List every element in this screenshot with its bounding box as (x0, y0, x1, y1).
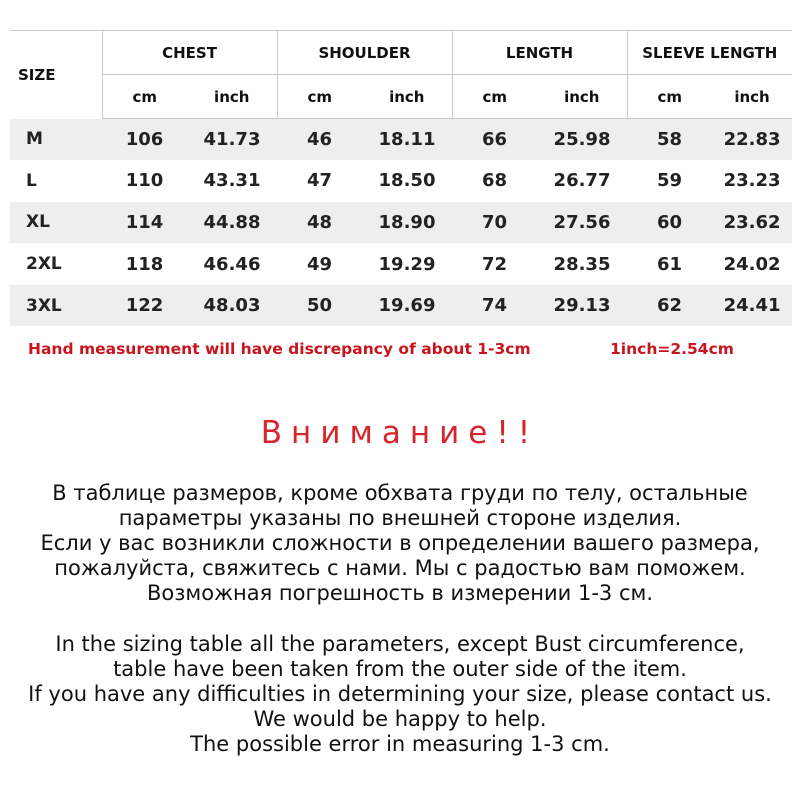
shoulder-inch-header: inch (362, 75, 452, 119)
sleeve-inch-cell: 24.02 (712, 243, 792, 285)
russian-line: Возможная погрешность в измерении 1-3 см. (146, 581, 654, 605)
sleeve-inch-cell: 22.83 (712, 119, 792, 161)
length-cm-cell: 68 (452, 160, 537, 202)
length-cm-header: cm (452, 75, 537, 119)
length-inch-cell: 29.13 (537, 285, 627, 327)
chest-cm-cell: 122 (102, 285, 187, 327)
sleeve-inch-cell: 24.41 (712, 285, 792, 327)
shoulder-cm-cell: 48 (277, 202, 362, 244)
length-inch-cell: 27.56 (537, 202, 627, 244)
chest-cm-cell: 118 (102, 243, 187, 285)
russian-line: параметры указаны по внешней стороне изделия. (118, 506, 682, 530)
shoulder-header: SHOULDER (277, 31, 452, 75)
chest-cm-cell: 114 (102, 202, 187, 244)
discrepancy-note: Hand measurement will have discrepancy of about 1-3cm (28, 340, 531, 358)
size-chart-table (10, 30, 792, 326)
russian-line: В таблице размеров, кроме обхвата груди по телу, остальные (52, 481, 748, 505)
length-header: LENGTH (452, 31, 627, 75)
size-cell: M (10, 119, 102, 161)
english-line: In the sizing table all the parameters, except Bust circumference, (55, 632, 745, 656)
size-cell: 3XL (10, 285, 102, 327)
size-cell: 2XL (10, 243, 102, 285)
chest-inch-cell: 41.73 (187, 119, 277, 161)
chest-inch-header: inch (187, 75, 277, 119)
sleeve-inch-cell: 23.23 (712, 160, 792, 202)
chest-inch-cell: 43.31 (187, 160, 277, 202)
sleeve-cm-header: cm (627, 75, 712, 119)
chest-cm-cell: 110 (102, 160, 187, 202)
shoulder-cm-cell: 46 (277, 119, 362, 161)
shoulder-inch-cell: 19.69 (362, 285, 452, 327)
chest-header: CHEST (102, 31, 277, 75)
sleeve-cm-cell: 62 (627, 285, 712, 327)
length-cm-cell: 72 (452, 243, 537, 285)
english-line: If you have any difficulties in determining your size, please contact us. (28, 682, 772, 706)
russian-line: Если у вас возникли сложности в определении вашего размера, (40, 531, 760, 555)
size-cell: L (10, 160, 102, 202)
shoulder-cm-cell: 47 (277, 160, 362, 202)
english-line: We would be happy to help. (253, 707, 547, 731)
shoulder-inch-cell: 18.11 (362, 119, 452, 161)
english-line: The possible error in measuring 1-3 cm. (190, 732, 610, 756)
chest-cm-cell: 106 (102, 119, 187, 161)
chest-inch-cell: 48.03 (187, 285, 277, 327)
chest-cm-header: cm (102, 75, 187, 119)
measurement-note (28, 340, 788, 366)
chest-inch-cell: 44.88 (187, 202, 277, 244)
shoulder-cm-cell: 49 (277, 243, 362, 285)
shoulder-inch-cell: 19.29 (362, 243, 452, 285)
size-column-header: SIZE (10, 31, 102, 119)
shoulder-inch-cell: 18.50 (362, 160, 452, 202)
russian-notice (0, 481, 800, 606)
shoulder-cm-cell: 50 (277, 285, 362, 327)
sleeve-cm-cell: 59 (627, 160, 712, 202)
table-row (10, 285, 792, 327)
sleeve-cm-cell: 60 (627, 202, 712, 244)
shoulder-inch-cell: 18.90 (362, 202, 452, 244)
russian-line: пожалуйста, свяжитесь с нами. Мы с радостью вам поможем. (54, 556, 746, 580)
length-inch-cell: 26.77 (537, 160, 627, 202)
length-inch-header: inch (537, 75, 627, 119)
length-inch-cell: 25.98 (537, 119, 627, 161)
attention-heading: Внимание!! (260, 415, 540, 451)
sleeve-cm-cell: 61 (627, 243, 712, 285)
english-notice (0, 632, 800, 757)
length-cm-cell: 70 (452, 202, 537, 244)
table-row (10, 119, 792, 161)
table-row (10, 160, 792, 202)
english-line: table have been taken from the outer side of the item. (113, 657, 687, 681)
length-cm-cell: 74 (452, 285, 537, 327)
size-cell: XL (10, 202, 102, 244)
sleeve-length-header: SLEEVE LENGTH (627, 31, 792, 75)
sleeve-inch-header: inch (712, 75, 792, 119)
inch-conversion-note: 1inch=2.54cm (610, 340, 734, 358)
shoulder-cm-header: cm (277, 75, 362, 119)
table-row (10, 243, 792, 285)
length-inch-cell: 28.35 (537, 243, 627, 285)
table-row (10, 202, 792, 244)
sleeve-cm-cell: 58 (627, 119, 712, 161)
length-cm-cell: 66 (452, 119, 537, 161)
chest-inch-cell: 46.46 (187, 243, 277, 285)
sleeve-inch-cell: 23.62 (712, 202, 792, 244)
